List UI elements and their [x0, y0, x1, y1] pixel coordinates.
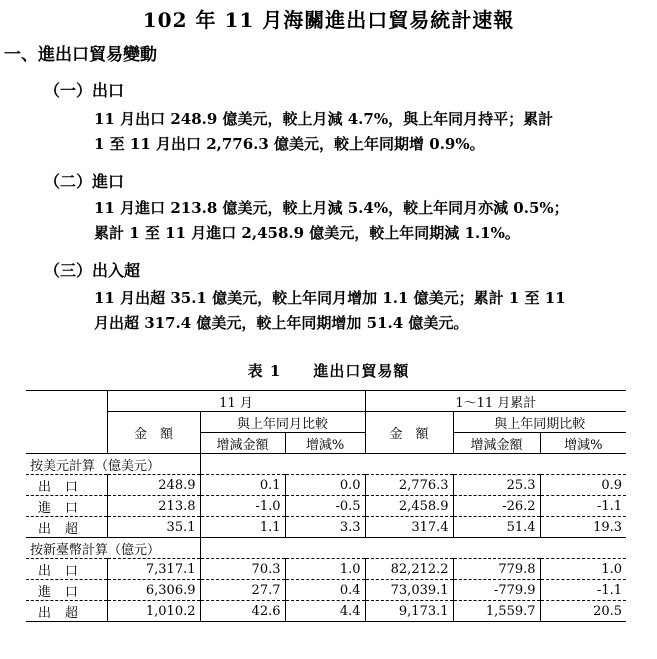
header-month: 11 月: [107, 391, 365, 412]
table-cell: 0.0: [285, 475, 365, 496]
table-cell: 82,212.2: [365, 559, 453, 580]
table-cell: 1,559.7: [453, 601, 540, 622]
row-label: 進口: [26, 496, 107, 517]
table-cell: 2,776.3: [365, 475, 453, 496]
paragraph-line: 11 月出口 248.9 億美元，較上月減 4.7%，與上年同月持平；累計: [94, 110, 554, 128]
header-amount-cumulative: 金 額: [365, 412, 453, 454]
page-title: 102 年 11 月海關進出口貿易統計速報: [142, 8, 515, 32]
table-cell: 0.4: [285, 580, 365, 601]
table-cell: 1.1: [200, 517, 285, 538]
row-label: 出口: [26, 559, 107, 580]
table-cell: 248.9: [107, 475, 200, 496]
table-row: [26, 601, 626, 622]
table-row: [26, 496, 626, 517]
table-cell: -0.5: [285, 496, 365, 517]
header-change-amount: 增減金額: [453, 433, 540, 454]
header-change-pct: 增減%: [540, 433, 626, 454]
section-heading: 一、進出口貿易變動: [4, 45, 157, 65]
row-label: 出超: [26, 601, 107, 622]
paragraph-line: 累計 1 至 11 月進口 2,458.9 億美元，較上年同期減 1.1%。: [94, 224, 520, 242]
table-cell: 0.1: [200, 475, 285, 496]
header-compare-cumulative: 與上年同期比較: [453, 412, 626, 433]
table-cell: 19.3: [540, 517, 626, 538]
table-row: [26, 475, 626, 496]
paragraph-line: 11 月進口 213.8 億美元，較上月減 5.4%，較上年同月亦減 0.5%；: [94, 199, 569, 217]
table-cell: 42.6: [200, 601, 285, 622]
header-amount-month: 金 額: [107, 412, 200, 454]
table-cell: 1,010.2: [107, 601, 200, 622]
table-cell: -1.0: [200, 496, 285, 517]
table-cell: 20.5: [540, 601, 626, 622]
table-cell: 779.8: [453, 559, 540, 580]
group-row-twd: [26, 538, 626, 559]
paragraph-line: 1 至 11 月出口 2,776.3 億美元，較上年同期增 0.9%。: [94, 135, 485, 153]
table-cell: 1.0: [285, 559, 365, 580]
table-cell: 7,317.1: [107, 559, 200, 580]
paragraph-line: 月出超 317.4 億美元，較上年同期增加 51.4 億美元。: [94, 314, 469, 332]
table-row: [26, 580, 626, 601]
header-cumulative: 1～11 月累計: [365, 391, 626, 412]
table-cell: -1.1: [540, 580, 626, 601]
subsection-heading-balance: （三）出入超: [44, 261, 141, 280]
table-cell: 27.7: [200, 580, 285, 601]
table-cell: -26.2: [453, 496, 540, 517]
table-cell: -1.1: [540, 496, 626, 517]
table-header-row-1: [26, 391, 626, 412]
table-row: [26, 559, 626, 580]
paragraph-export: [94, 107, 634, 157]
header-change-amount: 增減金額: [200, 433, 285, 454]
table-cell: 4.4: [285, 601, 365, 622]
table-title: 表 1 進出口貿易額: [247, 362, 410, 380]
table-cell: 35.1: [107, 517, 200, 538]
subsection-heading-export: （一）出口: [44, 81, 125, 100]
row-label: 出超: [26, 517, 107, 538]
trade-table: [26, 390, 626, 622]
table-header-row-2: [26, 412, 626, 433]
table-cell: 70.3: [200, 559, 285, 580]
table-cell: 51.4: [453, 517, 540, 538]
table-cell: -779.9: [453, 580, 540, 601]
table-cell: 2,458.9: [365, 496, 453, 517]
table-cell: 317.4: [365, 517, 453, 538]
table-cell: 3.3: [285, 517, 365, 538]
row-label: 出口: [26, 475, 107, 496]
subsection-heading-import: （二）進口: [44, 172, 125, 191]
paragraph-balance: [94, 286, 634, 336]
paragraph-import: [94, 196, 634, 246]
row-label: 進口: [26, 580, 107, 601]
group-label: 按美元計算（億美元）: [26, 454, 200, 475]
table-cell: 73,039.1: [365, 580, 453, 601]
group-label: 按新臺幣計算（億元）: [26, 538, 200, 559]
table-cell: 9,173.1: [365, 601, 453, 622]
group-row-usd: [26, 454, 626, 475]
table-cell: 0.9: [540, 475, 626, 496]
paragraph-line: 11 月出超 35.1 億美元，較上年同月增加 1.1 億美元；累計 1 至 11: [94, 289, 566, 307]
table-row: [26, 517, 626, 538]
header-compare-month: 與上年同月比較: [200, 412, 365, 433]
table-cell: 6,306.9: [107, 580, 200, 601]
table-cell: 1.0: [540, 559, 626, 580]
table-cell: 25.3: [453, 475, 540, 496]
header-change-pct: 增減%: [285, 433, 365, 454]
table-cell: 213.8: [107, 496, 200, 517]
